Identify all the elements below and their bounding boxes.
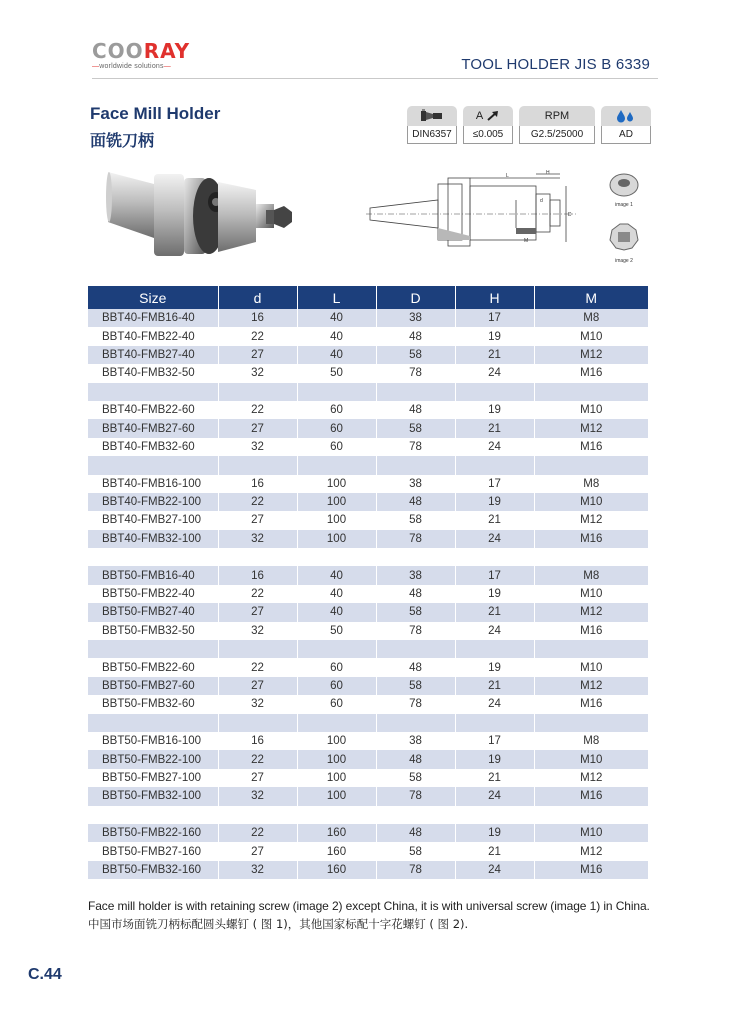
table-row <box>88 750 648 768</box>
logo-tagline-row: —worldwide solutions— <box>92 63 171 70</box>
table-cell: M12 <box>534 603 648 621</box>
table-cell: 19 <box>455 824 534 842</box>
table-row <box>88 842 648 860</box>
table-cell <box>297 806 376 824</box>
table-cell: 58 <box>376 842 455 860</box>
table-cell: 19 <box>455 327 534 345</box>
table-cell: M10 <box>534 658 648 676</box>
coolant-shank-icon <box>407 106 457 126</box>
table-cell: M10 <box>534 824 648 842</box>
table-row <box>88 346 648 364</box>
table-cell: 21 <box>455 842 534 860</box>
table-cell <box>455 714 534 732</box>
table-cell <box>297 714 376 732</box>
table-row <box>88 695 648 713</box>
table-cell: M12 <box>534 346 648 364</box>
table-cell: 21 <box>455 769 534 787</box>
coolant-drops-icon <box>601 106 651 126</box>
table-cell: BBT40-FMB27-60 <box>88 419 218 437</box>
table-cell <box>376 456 455 474</box>
spec-table <box>88 286 648 879</box>
table-cell <box>88 640 218 658</box>
table-cell: M10 <box>534 750 648 768</box>
product-title-en: Face Mill Holder <box>90 104 221 123</box>
table-cell: M10 <box>534 327 648 345</box>
table-cell <box>455 548 534 566</box>
table-cell: M16 <box>534 622 648 640</box>
table-cell: M12 <box>534 419 648 437</box>
table-cell: 19 <box>455 401 534 419</box>
table-cell: BBT50-FMB27-60 <box>88 677 218 695</box>
table-cell: M8 <box>534 309 648 327</box>
table-cell <box>218 383 297 401</box>
table-cell: 58 <box>376 511 455 529</box>
footnote-cn: 中国市场面铣刀柄标配圆头螺钉 ( 图 1)，其他国家标配十字花螺钉 ( 图 2). <box>88 917 469 931</box>
table-cell: BBT40-FMB22-100 <box>88 493 218 511</box>
table-row <box>88 327 648 345</box>
table-cell: 32 <box>218 438 297 456</box>
table-cell: 58 <box>376 419 455 437</box>
table-cell <box>376 640 455 658</box>
table-cell <box>455 640 534 658</box>
table-cell: 48 <box>376 658 455 676</box>
badge-runout-header <box>463 106 513 126</box>
table-cell: M12 <box>534 769 648 787</box>
table-row <box>88 438 648 456</box>
table-cell: BBT40-FMB32-100 <box>88 530 218 548</box>
table-cell <box>218 640 297 658</box>
table-cell: 48 <box>376 750 455 768</box>
table-cell: BBT50-FMB22-160 <box>88 824 218 842</box>
table-cell: 78 <box>376 695 455 713</box>
table-cell <box>88 548 218 566</box>
table-row <box>88 493 648 511</box>
product-title-cn: 面铣刀柄 <box>90 131 155 150</box>
table-cell <box>297 383 376 401</box>
col-header-size: Size <box>88 286 218 309</box>
table-row <box>88 364 648 382</box>
table-row <box>88 530 648 548</box>
table-cell: 48 <box>376 824 455 842</box>
table-cell: M16 <box>534 695 648 713</box>
table-cell: BBT50-FMB32-50 <box>88 622 218 640</box>
logo-wordmark <box>92 40 202 62</box>
table-row <box>88 309 648 327</box>
table-cell: 32 <box>218 530 297 548</box>
table-cell: 24 <box>455 695 534 713</box>
table-cell: 27 <box>218 419 297 437</box>
logo-text-b: RAY <box>143 39 191 63</box>
table-cell: 22 <box>218 585 297 603</box>
table-row <box>88 456 648 474</box>
table-cell: BBT40-FMB32-60 <box>88 438 218 456</box>
table-row <box>88 622 648 640</box>
table-cell: 27 <box>218 842 297 860</box>
table-cell: M16 <box>534 787 648 805</box>
table-cell: 32 <box>218 622 297 640</box>
table-cell: 60 <box>297 677 376 695</box>
badge-runout <box>463 106 513 144</box>
table-cell: 27 <box>218 677 297 695</box>
table-cell: 40 <box>297 327 376 345</box>
table-cell: 58 <box>376 603 455 621</box>
table-row <box>88 585 648 603</box>
table-cell <box>534 640 648 658</box>
table-cell: BBT40-FMB16-100 <box>88 475 218 493</box>
table-cell <box>218 714 297 732</box>
table-cell: M16 <box>534 530 648 548</box>
badge-runout-value: ≤0.005 <box>463 126 513 144</box>
table-body <box>88 309 648 879</box>
table-cell: 32 <box>218 861 297 879</box>
col-header-l: L <box>297 286 376 309</box>
table-cell: 38 <box>376 732 455 750</box>
table-cell <box>88 456 218 474</box>
image-2-caption: image 2 <box>615 258 633 264</box>
table-cell <box>534 383 648 401</box>
table-cell: BBT50-FMB22-100 <box>88 750 218 768</box>
table-cell <box>455 383 534 401</box>
product-photo <box>106 160 296 270</box>
table-row <box>88 511 648 529</box>
table-cell: M12 <box>534 842 648 860</box>
table-cell: 16 <box>218 475 297 493</box>
section-title: TOOL HOLDER JIS B 6339 <box>461 56 650 73</box>
brand-logo <box>92 40 202 70</box>
table-cell: 22 <box>218 824 297 842</box>
table-cell: BBT50-FMB16-100 <box>88 732 218 750</box>
table-cell: 160 <box>297 842 376 860</box>
table-cell: 38 <box>376 475 455 493</box>
table-cell: BBT40-FMB27-40 <box>88 346 218 364</box>
table-row <box>88 548 648 566</box>
table-cell: M16 <box>534 861 648 879</box>
badge-coolant-value: AD <box>601 126 651 144</box>
table-cell: BBT50-FMB32-160 <box>88 861 218 879</box>
header-divider <box>92 78 658 79</box>
col-header-d: d <box>218 286 297 309</box>
table-cell: 60 <box>297 419 376 437</box>
table-cell: 21 <box>455 677 534 695</box>
table-cell: BBT40-FMB22-40 <box>88 327 218 345</box>
table-cell: 40 <box>297 309 376 327</box>
table-cell: 27 <box>218 511 297 529</box>
table-cell: BBT50-FMB27-100 <box>88 769 218 787</box>
table-cell <box>88 806 218 824</box>
table-cell: M10 <box>534 493 648 511</box>
table-cell: 27 <box>218 603 297 621</box>
table-cell: BBT40-FMB22-60 <box>88 401 218 419</box>
table-cell: 21 <box>455 603 534 621</box>
table-cell <box>376 383 455 401</box>
table-cell: BBT50-FMB32-60 <box>88 695 218 713</box>
table-cell: 100 <box>297 732 376 750</box>
table-cell: 48 <box>376 585 455 603</box>
table-cell: 22 <box>218 658 297 676</box>
table-cell: BBT40-FMB16-40 <box>88 309 218 327</box>
table-row <box>88 677 648 695</box>
table-cell: 24 <box>455 364 534 382</box>
table-cell <box>297 640 376 658</box>
table-cell <box>88 383 218 401</box>
table-cell: BBT50-FMB16-40 <box>88 566 218 584</box>
table-cell: 21 <box>455 419 534 437</box>
table-cell: 78 <box>376 787 455 805</box>
table-cell: 78 <box>376 861 455 879</box>
table-cell: 58 <box>376 346 455 364</box>
table-row <box>88 383 648 401</box>
table-cell: 60 <box>297 401 376 419</box>
table-cell: 100 <box>297 475 376 493</box>
table-row <box>88 603 648 621</box>
table-cell: 24 <box>455 622 534 640</box>
table-cell <box>534 806 648 824</box>
badge-rpm <box>519 106 595 144</box>
table-cell: 17 <box>455 566 534 584</box>
screw-image-1 <box>604 168 644 208</box>
table-cell: 16 <box>218 309 297 327</box>
table-cell: 48 <box>376 401 455 419</box>
table-cell: 100 <box>297 530 376 548</box>
table-cell: 24 <box>455 438 534 456</box>
table-row <box>88 401 648 419</box>
table-cell: 32 <box>218 364 297 382</box>
table-cell: M10 <box>534 401 648 419</box>
table-cell: 48 <box>376 327 455 345</box>
drawing-label-m: M <box>524 238 529 244</box>
table-cell: 58 <box>376 677 455 695</box>
table-cell: 22 <box>218 750 297 768</box>
table-row <box>88 475 648 493</box>
table-cell: 17 <box>455 309 534 327</box>
table-row <box>88 824 648 842</box>
table-cell: BBT50-FMB27-160 <box>88 842 218 860</box>
table-cell: 32 <box>218 695 297 713</box>
col-header-d-large: D <box>376 286 455 309</box>
table-cell: 22 <box>218 401 297 419</box>
table-cell <box>218 456 297 474</box>
table-cell: 19 <box>455 585 534 603</box>
table-row <box>88 806 648 824</box>
table-cell: 16 <box>218 732 297 750</box>
runout-arrow-icon <box>486 110 500 122</box>
table-cell: 24 <box>455 530 534 548</box>
table-cell <box>455 806 534 824</box>
table-cell: BBT50-FMB22-40 <box>88 585 218 603</box>
table-cell: 24 <box>455 861 534 879</box>
table-cell: BBT50-FMB22-60 <box>88 658 218 676</box>
table-cell: 160 <box>297 861 376 879</box>
table-cell: 38 <box>376 566 455 584</box>
table-cell: 78 <box>376 364 455 382</box>
table-cell <box>534 714 648 732</box>
drawing-label-d-small: d <box>540 198 543 204</box>
table-cell: M8 <box>534 732 648 750</box>
table-cell: M10 <box>534 585 648 603</box>
table-row <box>88 419 648 437</box>
table-row <box>88 861 648 879</box>
table-cell: 60 <box>297 658 376 676</box>
table-cell: BBT50-FMB27-40 <box>88 603 218 621</box>
table-cell <box>376 806 455 824</box>
technical-drawing <box>366 170 576 252</box>
table-cell <box>534 548 648 566</box>
screw-image-2 <box>604 218 644 264</box>
table-cell: 16 <box>218 566 297 584</box>
table-cell: 40 <box>297 566 376 584</box>
table-cell: 40 <box>297 346 376 364</box>
table-cell: 22 <box>218 493 297 511</box>
table-cell: 21 <box>455 346 534 364</box>
table-cell: 60 <box>297 438 376 456</box>
table-cell <box>218 548 297 566</box>
table-row <box>88 714 648 732</box>
table-cell: 19 <box>455 750 534 768</box>
table-row <box>88 769 648 787</box>
table-cell: 22 <box>218 327 297 345</box>
table-cell: 40 <box>297 585 376 603</box>
table-cell: 27 <box>218 769 297 787</box>
table-cell: 60 <box>297 695 376 713</box>
badge-runout-label: A <box>475 110 484 122</box>
image-1-caption: image 1 <box>615 202 633 208</box>
table-cell: 48 <box>376 493 455 511</box>
table-cell: BBT40-FMB32-50 <box>88 364 218 382</box>
table-cell <box>218 806 297 824</box>
table-cell: 24 <box>455 787 534 805</box>
table-cell: M16 <box>534 364 648 382</box>
table-row <box>88 787 648 805</box>
table-cell: M16 <box>534 438 648 456</box>
table-cell: 100 <box>297 787 376 805</box>
table-cell: BBT50-FMB32-100 <box>88 787 218 805</box>
drawing-label-l: L <box>506 173 509 179</box>
table-cell <box>376 714 455 732</box>
table-row <box>88 732 648 750</box>
table-cell: M8 <box>534 475 648 493</box>
drawing-label-d-large: D <box>568 212 572 218</box>
table-header-row <box>88 286 648 309</box>
table-cell: 78 <box>376 622 455 640</box>
badge-rpm-value: G2.5/25000 <box>519 126 595 144</box>
table-row <box>88 566 648 584</box>
table-cell: M12 <box>534 511 648 529</box>
table-cell <box>297 456 376 474</box>
table-cell: 19 <box>455 658 534 676</box>
table-cell: BBT40-FMB27-100 <box>88 511 218 529</box>
table-cell: 58 <box>376 769 455 787</box>
table-cell: M8 <box>534 566 648 584</box>
table-cell: 38 <box>376 309 455 327</box>
col-header-m: M <box>534 286 648 309</box>
table-cell: 17 <box>455 475 534 493</box>
col-header-h: H <box>455 286 534 309</box>
badge-coolant <box>601 106 651 144</box>
table-cell: 17 <box>455 732 534 750</box>
badge-din-value: DIN6357 <box>407 126 457 144</box>
table-row <box>88 640 648 658</box>
table-cell: 100 <box>297 493 376 511</box>
table-cell: 100 <box>297 769 376 787</box>
table-cell: 78 <box>376 530 455 548</box>
badge-din <box>407 106 457 144</box>
table-cell: 100 <box>297 511 376 529</box>
table-cell: 27 <box>218 346 297 364</box>
table-row <box>88 658 648 676</box>
table-cell <box>534 456 648 474</box>
spec-badges <box>407 106 651 144</box>
table-cell: 160 <box>297 824 376 842</box>
table-cell: M12 <box>534 677 648 695</box>
footnote-en: Face mill holder is with retaining screw (image 2) except China, it is with universal screw (image 1) in China. <box>88 899 650 913</box>
page-number: C.44 <box>28 966 62 983</box>
table-cell: 21 <box>455 511 534 529</box>
table-cell: 100 <box>297 750 376 768</box>
badge-rpm-label: RPM <box>519 106 595 126</box>
logo-tagline: worldwide solutions <box>99 63 164 70</box>
table-cell: 78 <box>376 438 455 456</box>
table-cell: 50 <box>297 622 376 640</box>
table-cell <box>88 714 218 732</box>
table-cell <box>455 456 534 474</box>
table-cell <box>376 548 455 566</box>
drawing-label-h: H <box>546 170 550 176</box>
table-cell <box>297 548 376 566</box>
logo-text-a: COO <box>92 39 144 63</box>
table-cell: 40 <box>297 603 376 621</box>
table-cell: 19 <box>455 493 534 511</box>
table-cell: 50 <box>297 364 376 382</box>
table-cell: 32 <box>218 787 297 805</box>
